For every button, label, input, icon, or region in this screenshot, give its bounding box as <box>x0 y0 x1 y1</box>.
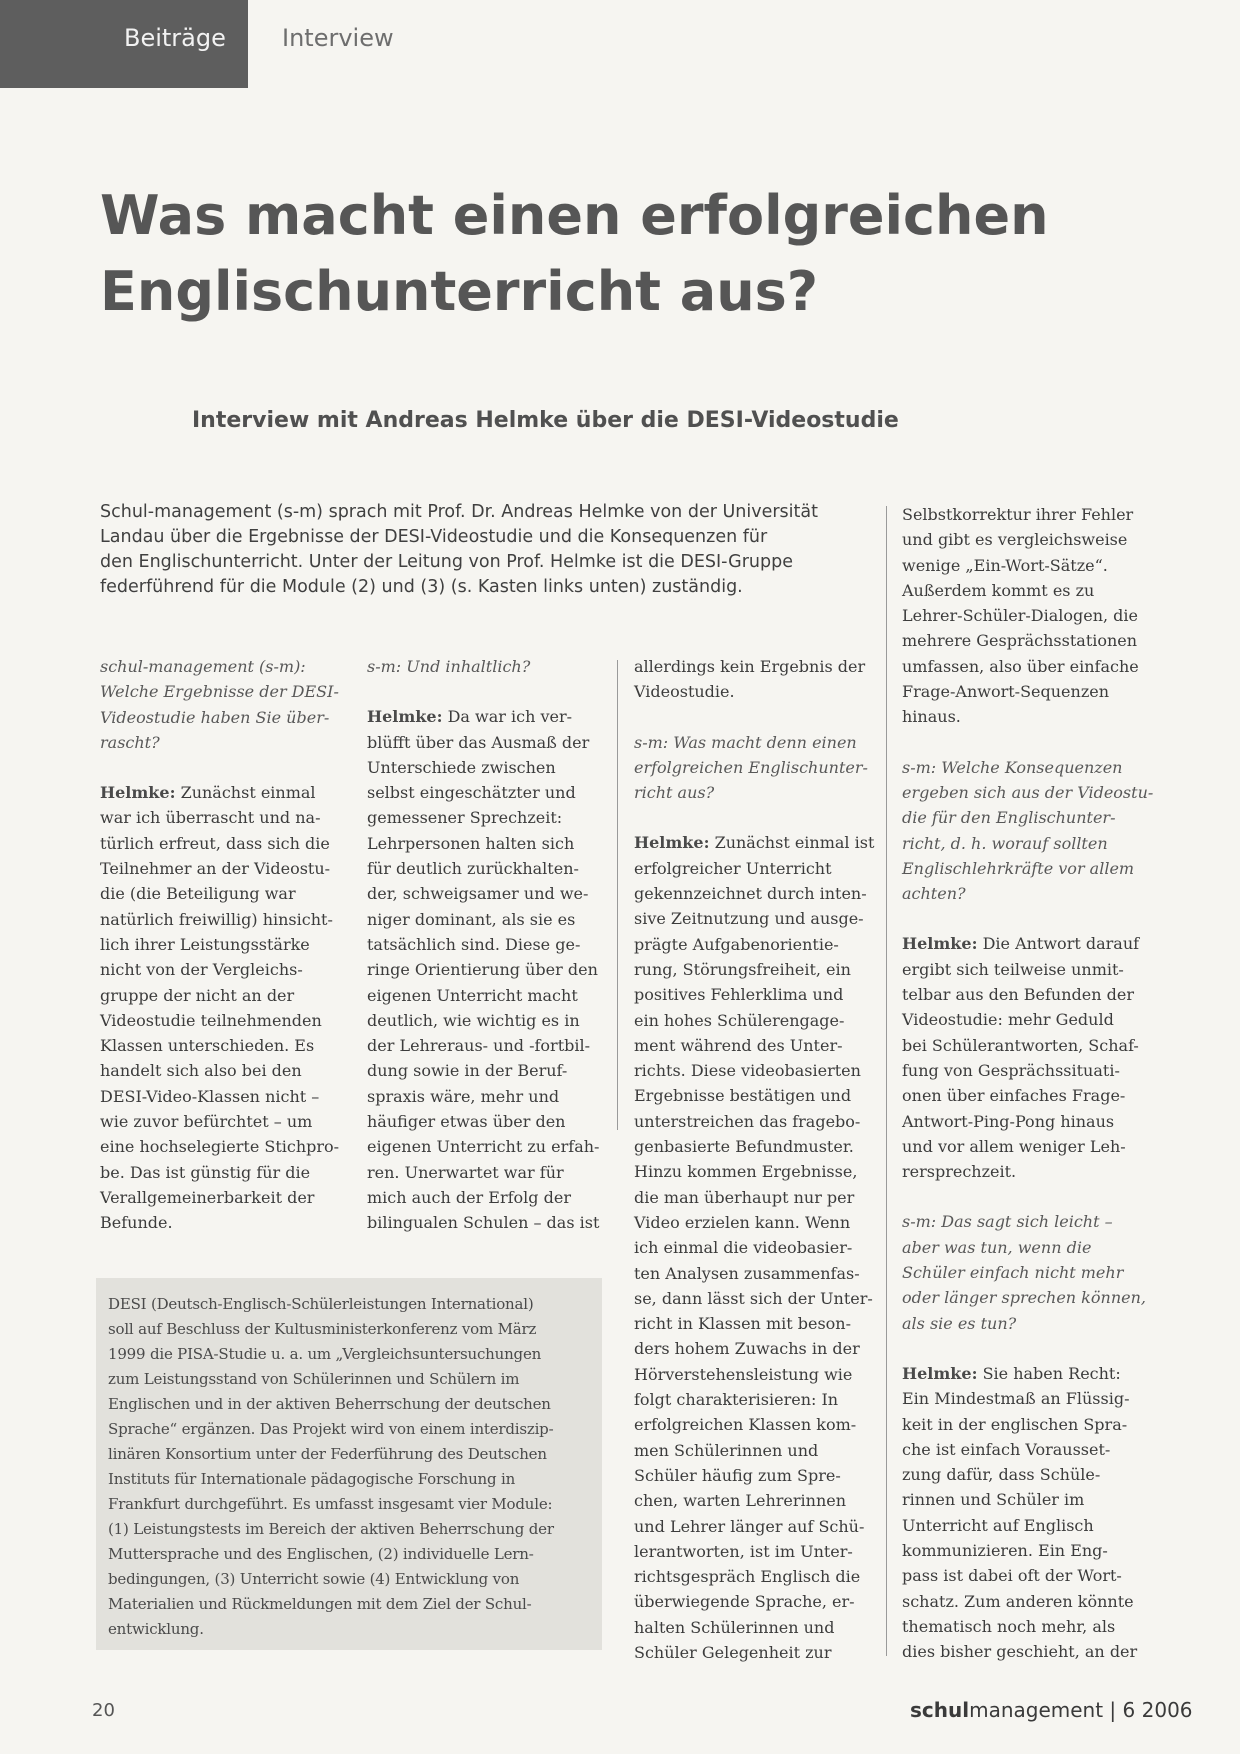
question-speaker: schul-management (s-m): <box>100 657 306 676</box>
text-line: gemessener Sprechzeit: <box>367 808 563 828</box>
intro-line: federführend für die Module (2) und (3) (s. Kasten links unten) zuständig. <box>100 577 743 597</box>
text-line: Hörverstehensleistung wie <box>634 1364 853 1384</box>
text-line: rersprechzeit. <box>902 1162 1017 1182</box>
text-line: richtsgespräch Englisch die <box>634 1567 861 1587</box>
text-line: überwiegende Sprache, er- <box>634 1592 855 1612</box>
text-line: soll auf Beschluss der Kultusministerkonferenz vom März <box>108 1320 537 1338</box>
text-line: deutlich, wie wichtig es in <box>367 1010 580 1030</box>
text-line: eine hochselegierte Stichpro- <box>100 1137 340 1157</box>
text-line: Lehrpersonen halten sich <box>367 833 575 853</box>
text-line: selbst eingeschätzter und <box>367 783 576 803</box>
text-line: Hinzu kommen Ergebnisse, <box>634 1162 858 1182</box>
text-line: pass ist dabei oft der Wort- <box>902 1566 1122 1586</box>
answer-lines <box>367 730 607 1236</box>
text-line: schatz. Zum anderen könnte <box>902 1591 1134 1611</box>
question-lines <box>902 1235 1146 1336</box>
text-line: Lehrer-Schüler-Dialogen, die <box>902 606 1138 626</box>
text-line: ren. Unerwartet war für <box>367 1162 564 1182</box>
text-line: (1) Leistungstests im Bereich der aktiven Beherrschung der <box>108 1520 554 1538</box>
text-line: erfolgreicher Unterricht <box>634 858 832 878</box>
answer-lines <box>634 856 874 1666</box>
answer-speaker: Helmke: <box>367 707 443 727</box>
text-line: dies bisher geschieht, an der <box>902 1642 1138 1662</box>
text-line: Schüler Gelegenheit zur <box>634 1642 832 1662</box>
text-line: sive Zeitnutzung und ausge- <box>634 909 864 929</box>
text-line: mich auch der Erfolg der <box>367 1187 571 1207</box>
text-line: Ein Mindestmaß an Flüssig- <box>902 1389 1130 1409</box>
text-line: positives Fehlerklima und <box>634 985 844 1005</box>
intro-paragraph <box>100 500 840 600</box>
text-line: DESI-Video-Klassen nicht – <box>100 1086 320 1106</box>
text-line: bilingualen Schulen – das ist <box>367 1213 600 1233</box>
text-line: Englischlehrkräfte vor allem <box>902 858 1135 878</box>
text-line: richt, d. h. worauf sollten <box>902 833 1108 853</box>
text-line: Ergebnisse bestätigen und <box>634 1086 852 1106</box>
text-line: be. Das ist günstig für die <box>100 1162 311 1182</box>
text-line: mehrere Gesprächsstationen <box>902 631 1138 651</box>
text-line: kommunizieren. Ein Eng- <box>902 1540 1108 1560</box>
text-line: eigenen Unterricht zu erfah- <box>367 1137 600 1157</box>
header-bar <box>0 0 1240 88</box>
text-line: prägte Aufgabenorientie- <box>634 934 839 954</box>
text-line: ders hohem Zuwachs in der <box>634 1339 860 1359</box>
text-line: Unterricht auf Englisch <box>902 1515 1094 1535</box>
text-line: ein hohes Schülerengage- <box>634 1010 845 1030</box>
text-line: onen über einfaches Frage- <box>902 1086 1126 1106</box>
text-line: Englischen und in der aktiven Beherrschung der deutschen <box>108 1395 551 1413</box>
text-line: folgt charakterisieren: In <box>634 1390 839 1410</box>
text-line: die (die Beteiligung war <box>100 884 296 904</box>
question-first: Welche Konsequenzen <box>936 757 1123 777</box>
text-line: DESI (Deutsch-Englisch-Schülerleistungen International) <box>108 1295 534 1313</box>
answer-first: Sie haben Recht: <box>977 1363 1121 1383</box>
text-line: erfolgreichen Englischunter- <box>634 757 868 777</box>
text-line: lich ihrer Leistungsstärke <box>100 934 310 954</box>
intro-line: den Englischunterricht. Unter der Leitung von Prof. Helmke ist die DESI-Gruppe <box>100 552 793 572</box>
question-speaker: s-m: <box>902 757 937 777</box>
column-divider <box>617 660 618 1130</box>
text-line: Sprache“ ergänzen. Das Projekt wird von einem interdiszip- <box>108 1420 554 1438</box>
text-line: war ich überrascht und na- <box>100 808 321 828</box>
text-line: hinaus. <box>902 707 961 727</box>
answer-lines <box>100 805 340 1235</box>
text-line: handelt sich also bei den <box>100 1061 302 1081</box>
question-lines <box>634 755 874 806</box>
text-line: natürlich freiwillig) hinsicht- <box>100 909 333 929</box>
question-text: Und inhaltlich? <box>401 657 531 676</box>
column-divider <box>886 506 887 1656</box>
text-line: zung dafür, dass Schüle- <box>902 1465 1101 1485</box>
text-line: Verallgemeinerbarkeit der <box>100 1187 315 1207</box>
answer-first: Zunächst einmal <box>175 783 316 803</box>
text-line: niger dominant, als sie es <box>367 909 576 929</box>
text-line: che ist einfach Vorausset- <box>902 1439 1111 1459</box>
text-line: gekennzeichnet durch inten- <box>634 884 867 904</box>
text-line: ment während des Unter- <box>634 1035 843 1055</box>
text-line: und gibt es vergleichsweise <box>902 530 1128 550</box>
text-line: richt in Klassen mit beson- <box>634 1314 852 1334</box>
text-line: Schüler häufig zum Spre- <box>634 1465 841 1485</box>
text-line: rinnen und Schüler im <box>902 1490 1085 1510</box>
text-line: der Lehreraus- und -fortbil- <box>367 1036 591 1056</box>
page-title <box>100 178 1160 330</box>
answer-speaker: Helmke: <box>100 783 176 803</box>
text-line: und Lehrer länger auf Schü- <box>634 1516 865 1536</box>
column-3 <box>634 654 874 1665</box>
text-line: richt aus? <box>634 783 715 803</box>
text-line: Selbstkorrektur ihrer Fehler <box>902 505 1134 524</box>
answer-first: Zunächst einmal ist <box>709 833 875 853</box>
column-2 <box>367 654 607 1236</box>
answer-first: Da war ich ver- <box>442 707 573 727</box>
text-line: für deutlich zurückhalten- <box>367 859 579 879</box>
text-line: Unterschiede zwischen <box>367 757 556 777</box>
column-1 <box>100 654 340 1236</box>
text-line: ten Analysen zusammenfas- <box>634 1263 860 1283</box>
text-line: zum Leistungsstand von Schülerinnen und Schülern im <box>108 1370 520 1388</box>
text-line: wenige „Ein-Wort-Sätze“. <box>902 555 1108 575</box>
text-line: men Schülerinnen und <box>634 1440 819 1460</box>
text-line: thematisch noch mehr, als <box>902 1616 1116 1636</box>
text-line: telbar aus den Befunden der <box>902 985 1134 1005</box>
text-line: Videostudie: mehr Geduld <box>902 1010 1114 1030</box>
question-first: Was macht denn einen <box>668 732 857 752</box>
text-line: se, dann lässt sich der Unter- <box>634 1288 873 1308</box>
text-line: häufiger etwas über den <box>367 1112 566 1132</box>
question-first: Das sagt sich leicht – <box>936 1212 1113 1232</box>
text-line: bei Schülerantworten, Schaf- <box>902 1035 1139 1055</box>
text-line: achten? <box>902 884 966 904</box>
text-line: und vor allem weniger Leh- <box>902 1136 1126 1156</box>
subsection-label: Interview <box>282 24 394 52</box>
question-speaker: s-m: <box>634 732 669 752</box>
text-line: die für den Englischunter- <box>902 808 1116 828</box>
text-line: Videostudie. <box>634 682 735 702</box>
section-tab <box>0 0 248 88</box>
text-line: chen, warten Lehrerinnen <box>634 1491 847 1511</box>
text-line: Video erzielen kann. Wenn <box>634 1212 851 1232</box>
text-line: tatsächlich sind. Diese ge- <box>367 934 581 954</box>
text-line: Videostudie haben Sie über- <box>100 707 330 727</box>
intro-line: Schul-management (s-m) sprach mit Prof. Dr. Andreas Helmke von der Universität <box>100 502 818 522</box>
text-line: die man überhaupt nur per <box>634 1187 855 1207</box>
text-line: wie zuvor befürchtet – um <box>100 1112 313 1132</box>
text-line: fung von Gesprächssituati- <box>902 1060 1120 1080</box>
text-line: Außerdem kommt es zu <box>902 580 1095 600</box>
text-line: genbasierte Befundmuster. <box>634 1137 854 1157</box>
text-line: Teilnehmer an der Videostu- <box>100 859 331 879</box>
text-line: halten Schülerinnen und <box>634 1617 835 1637</box>
text-line: als sie es tun? <box>902 1313 1017 1333</box>
text-line: rascht? <box>100 732 160 752</box>
text-line: Befunde. <box>100 1213 173 1233</box>
text-line: spraxis wäre, mehr und <box>367 1086 560 1106</box>
answer-speaker: Helmke: <box>902 934 978 954</box>
text-line: Materialien und Rückmeldungen mit dem Ziel der Schul- <box>108 1595 532 1613</box>
page-number: 20 <box>92 1700 115 1721</box>
text-line: Antwort-Ping-Pong hinaus <box>902 1111 1115 1131</box>
footer-brand <box>910 1698 1193 1722</box>
text-line: Schüler einfach nicht mehr <box>902 1263 1124 1283</box>
text-line: gruppe der nicht an der <box>100 985 295 1005</box>
brand-rest: management <box>969 1698 1104 1722</box>
text-line: ergeben sich aus der Videostu- <box>902 782 1154 802</box>
answer-speaker: Helmke: <box>902 1363 978 1383</box>
text-line: türlich erfreut, dass sich die <box>100 833 330 853</box>
text-line: Muttersprache und des Englischen, (2) individuelle Lern- <box>108 1545 534 1563</box>
text-line: linären Konsortium unter der Federführung des Deutschen <box>108 1445 547 1463</box>
title-line-2: Englischunterricht aus? <box>100 260 819 323</box>
text-line: richts. Diese videobasierten <box>634 1061 861 1081</box>
column-4 <box>902 502 1154 1664</box>
brand-bold: schul <box>910 1698 970 1722</box>
text-line: Videostudie teilnehmenden <box>100 1010 322 1030</box>
question-speaker: s-m: <box>367 657 402 676</box>
text-line: Welche Ergebnisse der DESI- <box>100 682 339 702</box>
intro-line: Landau über die Ergebnisse der DESI-Videostudie und die Konsequenzen für <box>100 527 768 547</box>
section-label: Beiträge <box>124 24 226 52</box>
text-line: aber was tun, wenn die <box>902 1237 1092 1257</box>
lead-lines <box>902 502 1142 730</box>
text-line: unterstreichen das fragebo- <box>634 1111 861 1131</box>
text-line: dung sowie in der Beruf- <box>367 1061 568 1081</box>
question-lines <box>902 780 1154 906</box>
text-line: keit in der englischen Spra- <box>902 1414 1128 1434</box>
page-subtitle: Interview mit Andreas Helmke über die DESI-Videostudie <box>192 408 899 433</box>
lead-lines <box>634 654 874 705</box>
text-line: Instituts für Internationale pädagogische Forschung in <box>108 1470 516 1488</box>
text-line: Klassen unterschieden. Es <box>100 1036 315 1056</box>
text-line: ergibt sich teilweise unmit- <box>902 959 1124 979</box>
text-line: erfolgreichen Klassen kom- <box>634 1415 857 1435</box>
text-line: Frankfurt durchgeführt. Es umfasst insgesamt vier Module: <box>108 1495 553 1513</box>
answer-first: Die Antwort darauf <box>977 934 1140 954</box>
text-line: eigenen Unterricht macht <box>367 985 578 1005</box>
text-line: rung, Störungsfreiheit, ein <box>634 959 851 979</box>
question-speaker: s-m: <box>902 1212 937 1232</box>
text-line: entwicklung. <box>108 1620 204 1638</box>
title-line-1: Was macht einen erfolgreichen <box>100 184 1049 247</box>
text-line: der, schweigsamer und we- <box>367 884 589 904</box>
answer-speaker: Helmke: <box>634 833 710 853</box>
question-lines <box>100 679 339 755</box>
text-line: umfassen, also über einfache <box>902 656 1139 676</box>
text-line: allerdings kein Ergebnis der <box>634 657 866 676</box>
text-line: Frage-Anwort-Sequenzen <box>902 682 1110 702</box>
text-line: bedingungen, (3) Unterricht sowie (4) Entwicklung von <box>108 1570 520 1588</box>
issue-number: | 6 2006 <box>1103 1698 1193 1722</box>
answer-lines <box>902 957 1142 1185</box>
text-line: ich einmal die videobasier- <box>634 1238 853 1258</box>
text-line: lerantworten, ist im Unter- <box>634 1541 853 1561</box>
answer-lines <box>902 1386 1142 1664</box>
text-line: nicht von der Vergleichs- <box>100 960 303 980</box>
text-line: blüfft über das Ausmaß der <box>367 732 590 752</box>
text-line: 1999 die PISA-Studie u. a. um „Vergleichsuntersuchungen <box>108 1345 542 1363</box>
text-line: ringe Orientierung über den <box>367 960 598 980</box>
desi-info-text <box>108 1292 596 1642</box>
text-line: oder länger sprechen können, <box>902 1288 1146 1308</box>
